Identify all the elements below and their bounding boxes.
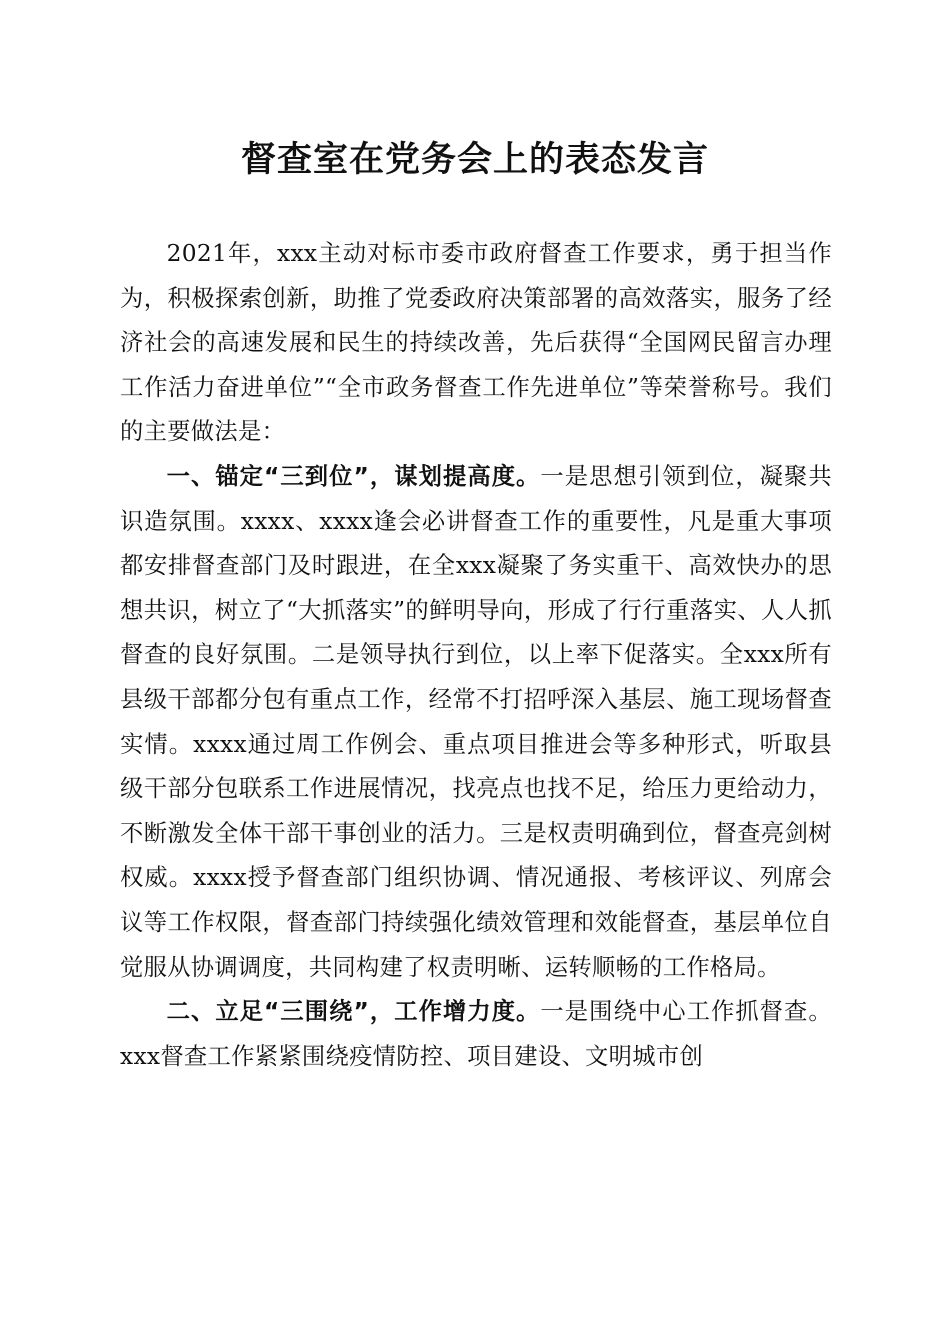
section-text-2: 一是围绕中心工作抓督查。xxx督查工作紧紧围绕疫情防控、项目建设、文明城市创 xyxy=(120,998,832,1070)
page-title: 督查室在党务会上的表态发言 xyxy=(240,139,709,180)
section-paragraph-1 xyxy=(120,455,832,990)
section-paragraph-2 xyxy=(120,990,832,1079)
intro-paragraph: 2021年，xxx主动对标市委市政府督查工作要求，勇于担当作为，积极探索创新，助推了党委政府决策部署的高效落实，服务了经济社会的高速发展和民生的持续改善，先后获得“全国网民留言办理工作活力奋进单位”“全市政务督查工作先进单位”等荣誉称号。我们的主要做法是： xyxy=(120,240,832,446)
section-heading-1: 一、锚定“三到位”，谋划提高度。 xyxy=(166,462,541,490)
section-text-1: 一是思想引领到位，凝聚共识造氛围。xxxx、xxxx逢会必讲督查工作的重要性，凡是重大事项都安排督查部门及时跟进，在全xxx凝聚了务实重干、高效快办的思想共识，树立了“大抓落实”的鲜明导向，形成了行行重落实、人人抓督查的良好氛围。二是领导执行到位，以上率下促落实。全xxx所有县级干部都分包有重点工作，经常不打招呼深入基层、施工现场督查实情。xxxx通过周工作例会、重点项目推进会等多种形式，听取县级干部分包联系工作进展情况，找亮点也找不足，给压力更给动力，不断激发全体干部干事创业的活力。三是权责明确到位，督查亮剑树权威。xxxx授予督查部门组织协调、情况通报、考核评议、列席会议等工作权限，督查部门持续强化绩效管理和效能督查，基层单位自觉服从协调调度，共同构建了权责明晰、运转顺畅的工作格局。 xyxy=(120,462,832,981)
section-heading-2: 二、立足“三围绕”，工作增力度。 xyxy=(166,998,541,1026)
document-body xyxy=(120,232,832,1079)
